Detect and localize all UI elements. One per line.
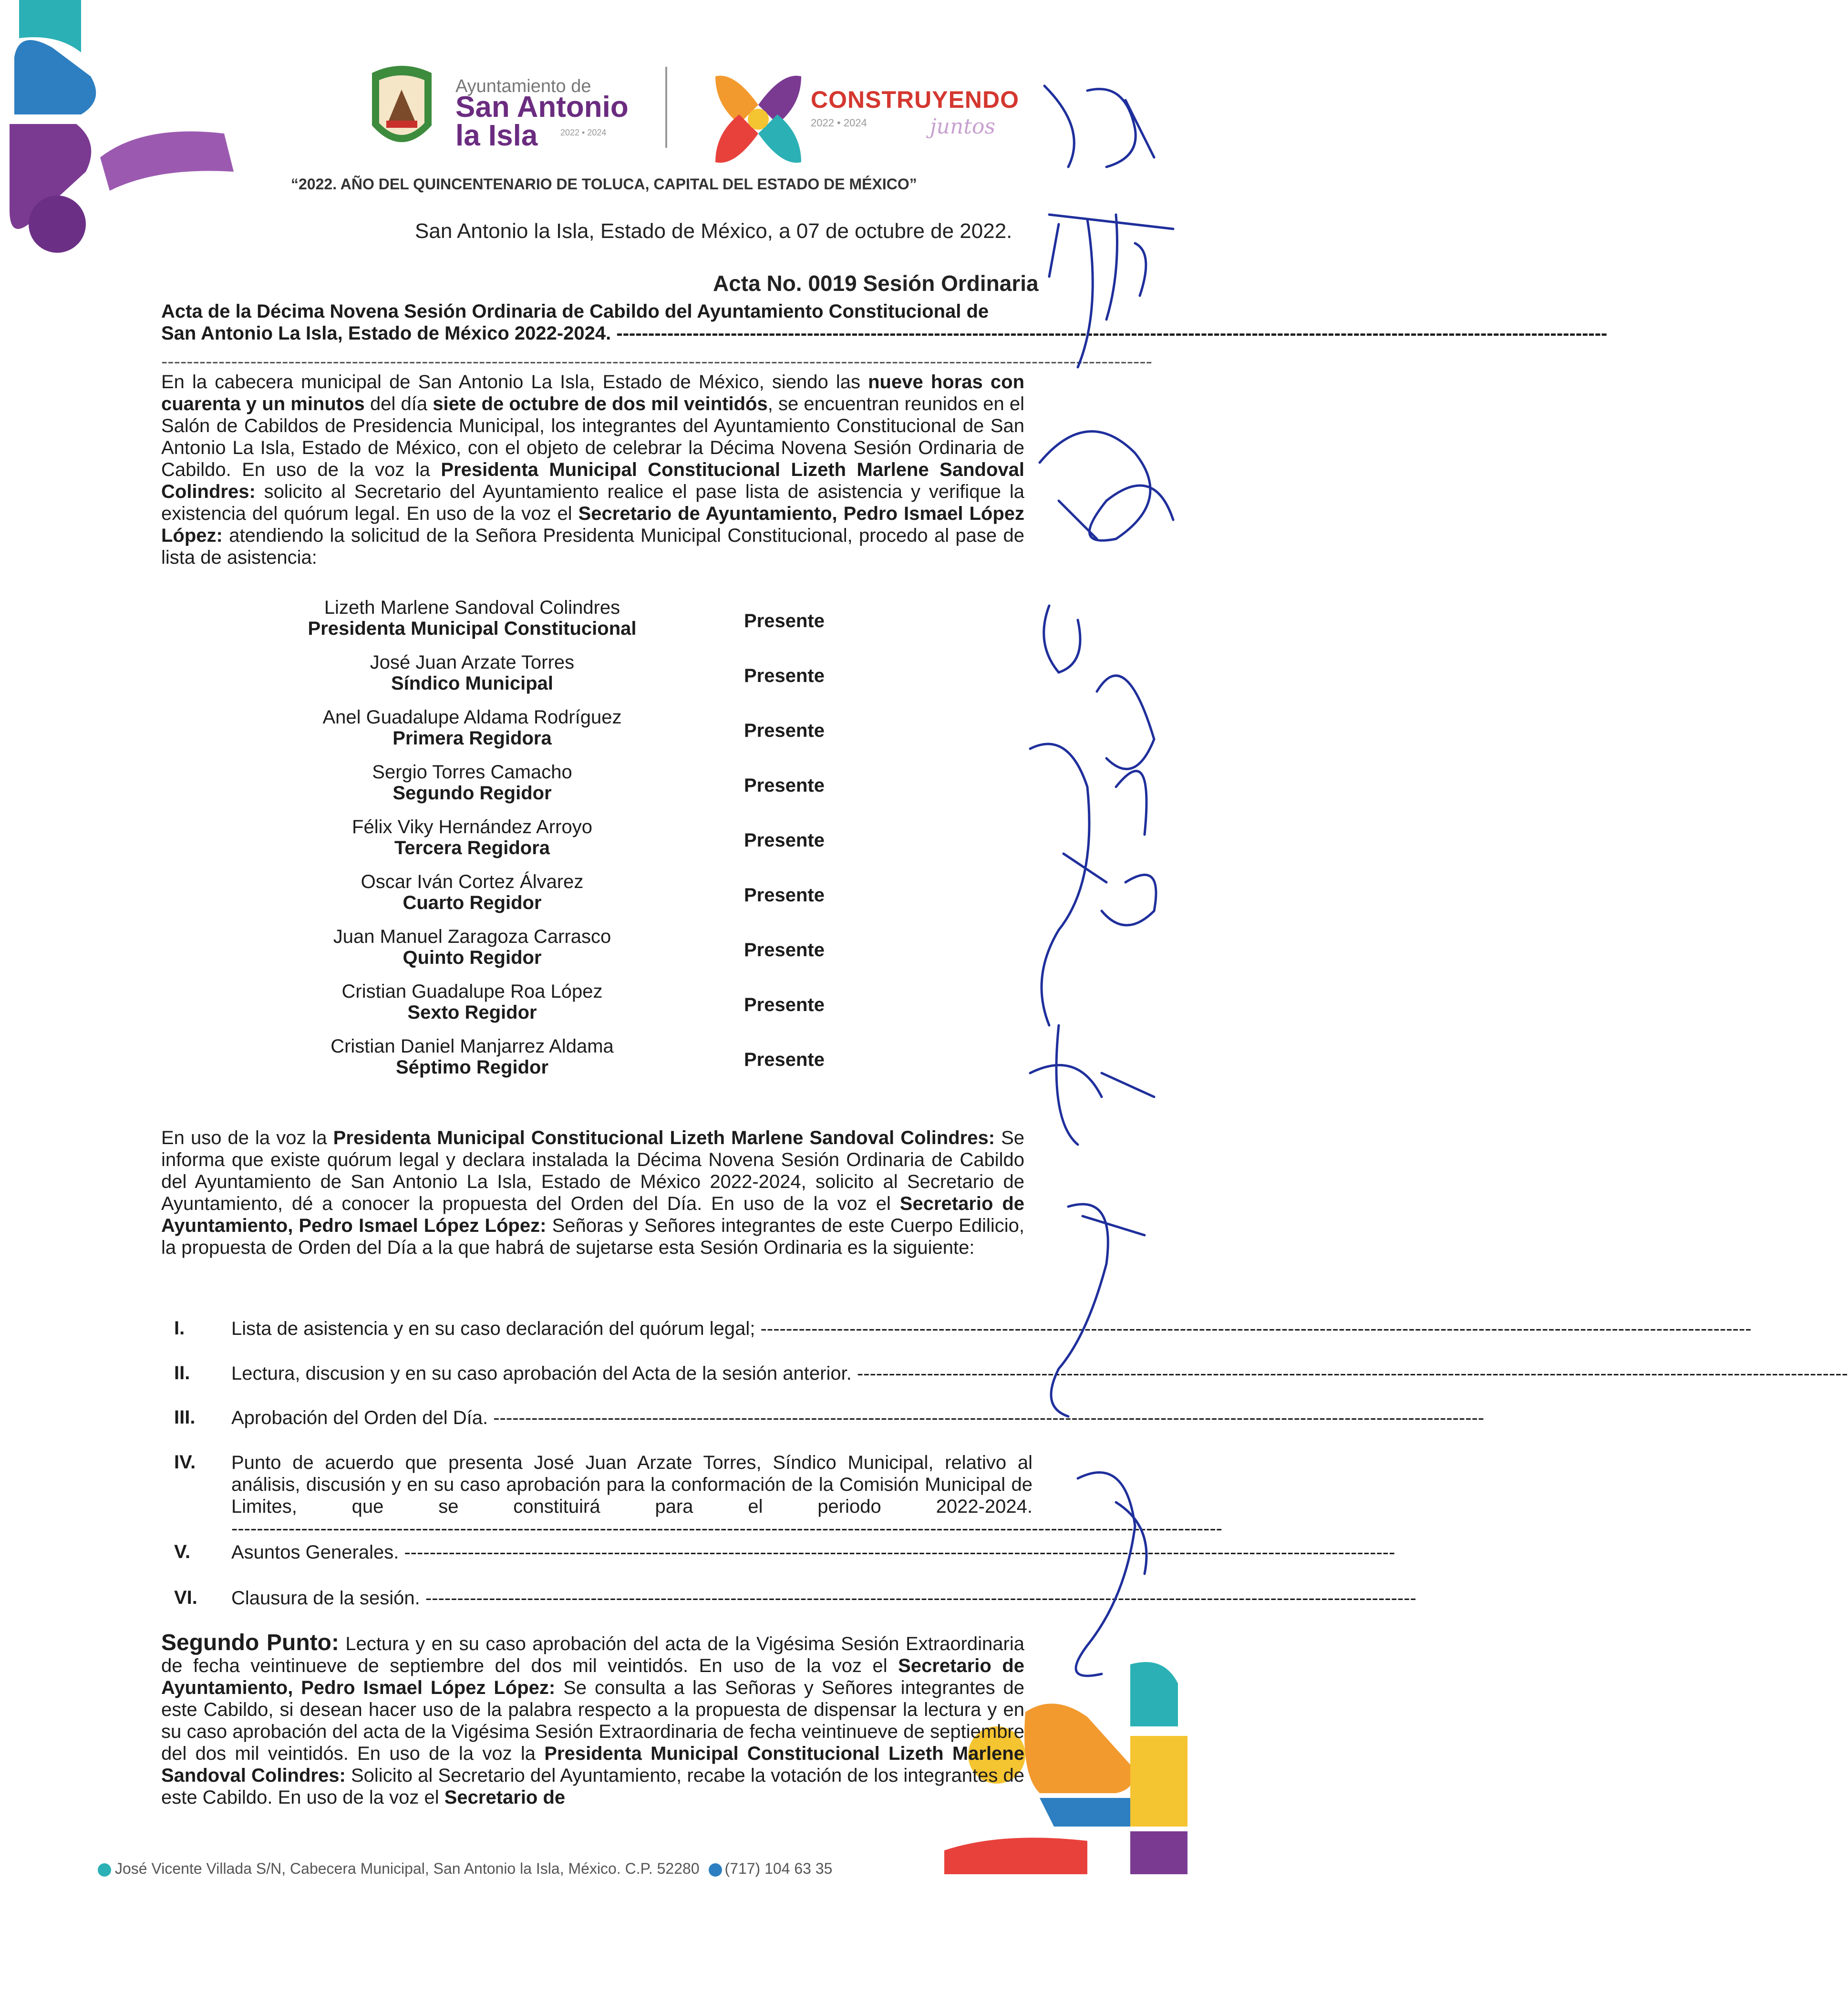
attendance-status: Presente (744, 720, 825, 741)
member-name: Cristian Daniel Manjarrez Aldama (330, 1036, 614, 1057)
agenda-number: VI. (174, 1587, 197, 1608)
attendance-row (267, 981, 887, 1033)
member-name: José Juan Arzate Torres (370, 652, 575, 673)
document-title-line1: Acta de la Décima Novena Sesión Ordinaria de Cabildo del Ayuntamiento Constitucional de (161, 301, 989, 322)
member-name: Oscar Iván Cortez Álvarez (361, 871, 584, 892)
intro-text-2: del día (364, 393, 433, 414)
signature (1044, 606, 1154, 769)
segundo-text-1: Lectura y en su caso aprobación del acta de la Vigésima Sesión Extraordinaria de fecha veintinueve de septiembre del dos mil veintidós. En uso de la voz el (161, 1633, 1025, 1676)
logo-title-line1: San Antonio (455, 91, 629, 124)
signature (1102, 771, 1156, 925)
attendance-row (267, 597, 887, 650)
member-role: Presidenta Municipal Constitucional (308, 618, 637, 639)
signature (1049, 215, 1173, 367)
corner-decoration-top-left (0, 0, 248, 286)
agenda-item-text: Clausura de la sesión. (231, 1588, 420, 1609)
member-role: Sexto Regidor (407, 1002, 537, 1023)
signature (1051, 1204, 1145, 1416)
document-title-line2 (161, 322, 1608, 344)
acta-number: Acta No. 0019 Sesión Ordinaria (713, 271, 1039, 296)
quorum-paragraph (161, 1127, 1024, 1259)
attendance-status: Presente (744, 885, 825, 906)
attendance-status: Presente (744, 940, 825, 960)
attendance-status: Presente (744, 994, 825, 1015)
agenda-item (231, 1541, 1395, 1563)
dash-fill: ------------------------------------------------------------------------------------------------------------------------------------------------------------ (231, 1518, 1222, 1539)
brand-years: 2022 • 2024 (811, 117, 867, 129)
member-name: Juan Manuel Zaragoza Carrasco (333, 926, 611, 947)
member-name: Félix Viky Hernández Arroyo (352, 816, 592, 837)
intro-bold-time: nueve horas con cuarenta y un minutos (161, 372, 1024, 414)
attendance-status: Presente (744, 830, 825, 851)
agenda-item (231, 1452, 1222, 1539)
attendance-row (267, 762, 887, 814)
attendance-status: Presente (744, 610, 825, 631)
agenda-item-text: Lectura, discusion y en su caso aprobación del Acta de la sesión anterior. (231, 1363, 852, 1384)
logo-title (455, 93, 629, 150)
member-role: Cuarto Regidor (403, 892, 542, 913)
attendance-row (267, 871, 887, 924)
quorum-bold-presidenta: Presidenta Municipal Constitucional Lizeth Marlene Sandoval Colindres: (333, 1127, 995, 1148)
signature (1030, 1025, 1154, 1145)
dash-fill: ------------------------------------------------------------------------------------------------------------------------------------------------------------ (760, 1318, 1752, 1339)
dash-fill: ------------------------------------------------------------------------------------------------------------------------------------------------------------ (493, 1407, 1485, 1428)
logo-years: 2022 • 2024 (560, 128, 607, 137)
member-role: Primera Regidora (392, 728, 552, 749)
attendance-status: Presente (744, 1049, 825, 1070)
attendance-row (267, 1036, 887, 1088)
member-name: Sergio Torres Camacho (372, 762, 572, 783)
dash-fill: ------------------------------------------------------------------------------------------------------------------------------------------------------------ (425, 1588, 1416, 1609)
brand-tagline: juntos (930, 114, 996, 139)
segundo-bold-secretario: Secretario de Ayuntamiento, Pedro Ismael López López: (161, 1655, 1024, 1698)
intro-text-4: solicito al Secretario del Ayuntamiento realice el pase lista de asistencia y verifique la existencia del quórum legal. En uso de la voz el (161, 481, 1024, 524)
segundo-text-2: Se consulta a las Señoras y Señores integrantes de este Cabildo, si desean hacer uso de la palabra respecto a la propuesta de dispensar la lectura y en su caso aprobación del acta de la Vigésima Sesión Extraordinaria de fecha veintinueve de septiembre del dos mil veintidós. En uso de la voz la (161, 1677, 1024, 1764)
agenda-item-text: Punto de acuerdo que presenta José Juan Arzate Torres, Síndico Municipal, relativo al análisis, discusión y en su caso aprobación para la conformación de la Comisión Municipal de Limites, que se constituirá para el periodo 2022-2024. (231, 1452, 1032, 1517)
agenda-number: I. (174, 1318, 185, 1339)
dash-fill: ------------------------------------------------------------------------------------------------------------------------------------------------------------ (857, 1363, 1848, 1384)
segundo-bold-presidenta: Presidenta Municipal Constitucional Lizeth Marlene Sandoval Colindres: (161, 1743, 1024, 1786)
construyendo-logo-mark (706, 67, 811, 172)
intro-text-3: , se encuentran reunidos en el Salón de Cabildos de Presidencia Municipal, los integrantes del Ayuntamiento Constitucional de San Antonio La Isla, Estado de México, con el objeto de celebrar la Décima Novena Sesión Ordinaria de Cabildo. En uso de la voz la (161, 393, 1024, 480)
dash-fill: ------------------------------------------------------------------------------------------------------------------------------------------------------------ (404, 1542, 1395, 1563)
signature (1076, 1473, 1146, 1676)
segundo-text-3: Solicito al Secretario del Ayuntamiento, recabe la votación de los integrantes de este Cabildo. En uso de la voz el (161, 1765, 1024, 1808)
attendance-status: Presente (744, 665, 825, 686)
logo-subtitle: Ayuntamiento de (455, 76, 591, 96)
attendance-row (267, 652, 887, 704)
dash-fill: ------------------------------------------------------------------------------------------------------------------------------------------------------------ (616, 323, 1608, 344)
member-name: Anel Guadalupe Aldama Rodríguez (322, 707, 622, 728)
member-role: Quinto Regidor (403, 947, 542, 968)
intro-text-1: En la cabecera municipal de San Antonio La Isla, Estado de México, siendo las (161, 372, 868, 392)
attendance-row (267, 926, 887, 979)
agenda-number: IV. (174, 1452, 196, 1473)
place-date: San Antonio la Isla, Estado de México, a 07 de octubre de 2022. (415, 219, 1012, 243)
separator-dashes: ------------------------------------------------------------------------------------------------------------------------------------------------------------ (161, 351, 1152, 372)
segundo-punto-heading: Segundo Punto: (161, 1630, 339, 1655)
quorum-text-3: Señoras y Señores integrantes de este Cuerpo Edilicio, la propuesta de Orden del Día a la que habrá de sujetarse esta Sesión Ordinaria es la siguiente: (161, 1215, 1024, 1258)
signature (1030, 744, 1106, 1025)
signature (1040, 432, 1173, 541)
member-role: Séptimo Regidor (395, 1057, 549, 1078)
intro-text-5: atendiendo la solicitud de la Señora Presidenta Municipal Constitucional, procedo al pase de lista de asistencia: (161, 525, 1024, 568)
agenda-number: II. (174, 1363, 190, 1384)
member-name: Lizeth Marlene Sandoval Colindres (324, 597, 620, 618)
member-role: Tercera Regidora (394, 837, 550, 858)
agenda-item-text: Aprobación del Orden del Día. (231, 1407, 488, 1428)
attendance-row (267, 816, 887, 869)
attendance-status: Presente (744, 775, 825, 796)
agenda-item (231, 1318, 1752, 1340)
footer (98, 1860, 832, 1878)
footer-address: José Vicente Villada S/N, Cabecera Municipal, San Antonio la Isla, México. C.P. 52280 (115, 1860, 700, 1877)
segundo-punto-paragraph (161, 1632, 1024, 1808)
quorum-text-2: Se informa que existe quórum legal y declara instalada la Décima Novena Sesión Ordinaria de Cabildo del Ayuntamiento de San Antonio La Isla, Estado de México 2022-2024, solicito al Secretario de Ayuntamiento, dé a conocer la propuesta del Orden del Día. En uso de la voz el (161, 1127, 1024, 1214)
agenda-item (231, 1587, 1416, 1609)
brand-title: CONSTRUYENDO (811, 86, 1020, 113)
attendance-row (267, 707, 887, 759)
municipal-shield-logo (367, 63, 436, 154)
agenda-item (231, 1407, 1485, 1429)
segundo-bold-secretario-end: Secretario de (444, 1787, 566, 1808)
header-divider (664, 67, 669, 148)
document-title (161, 300, 1608, 344)
margin-signatures (1030, 72, 1192, 1683)
member-role: Síndico Municipal (391, 673, 554, 694)
intro-bold-presidenta: Presidenta Municipal Constitucional Lizeth Marlene Sandoval Colindres: (161, 459, 1024, 502)
member-name: Cristian Guadalupe Roa López (341, 981, 603, 1002)
agenda-item (231, 1363, 1848, 1384)
logo-title-line2: la Isla (455, 119, 538, 152)
agenda-number: V. (174, 1541, 191, 1562)
title-line2-text: San Antonio La Isla, Estado de México 2022-2024. (161, 323, 611, 344)
member-role: Segundo Regidor (392, 783, 552, 804)
footer-phone: (717) 104 63 35 (724, 1860, 833, 1877)
header-motto: “2022. AÑO DEL QUINCENTENARIO DE TOLUCA, CAPITAL DEL ESTADO DE MÉXICO” (291, 176, 917, 193)
agenda-item-text: Asuntos Generales. (231, 1542, 399, 1563)
location-icon (98, 1863, 111, 1877)
phone-icon (709, 1863, 722, 1877)
agenda-number: III. (174, 1407, 196, 1428)
intro-bold-secretario: Secretario de Ayuntamiento, Pedro Ismael López López: (161, 503, 1025, 546)
agenda-item-text: Lista de asistencia y en su caso declaración del quórum legal; (231, 1318, 755, 1339)
quorum-text-1: En uso de la voz la (161, 1127, 333, 1148)
intro-bold-date: siete de octubre de dos mil veintidós (433, 393, 768, 414)
quorum-bold-secretario: Secretario de Ayuntamiento, Pedro Ismael López López: (161, 1193, 1024, 1236)
signature (1044, 86, 1154, 167)
intro-paragraph (161, 371, 1024, 568)
